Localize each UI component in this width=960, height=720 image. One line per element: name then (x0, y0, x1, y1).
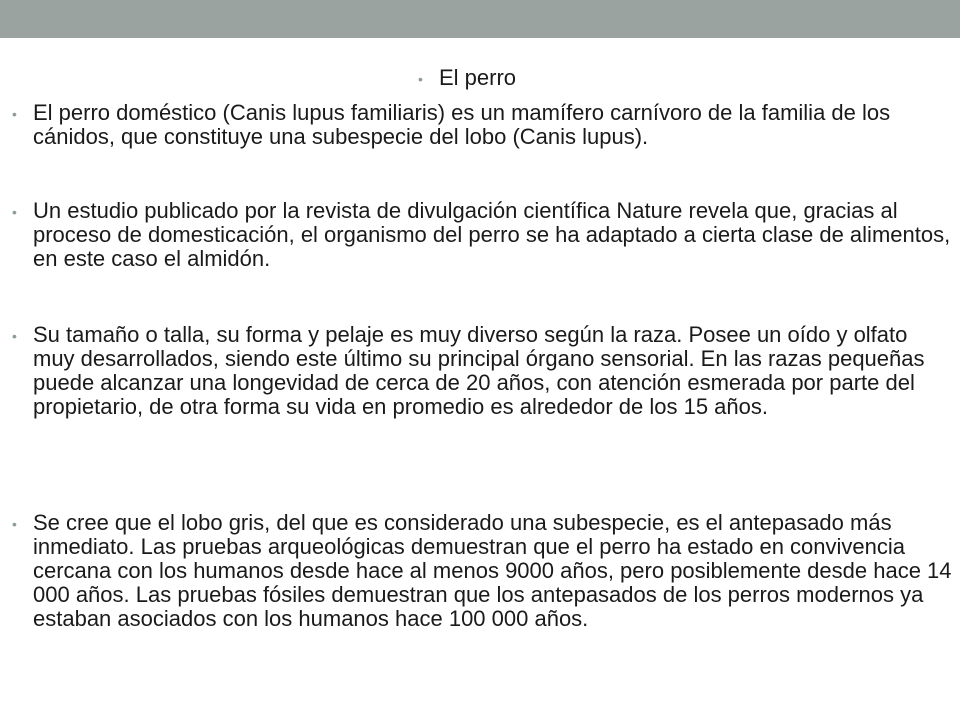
bullet-icon: • (12, 516, 17, 532)
paragraph-text: Su tamaño o talla, su forma y pelaje es muy diverso según la raza. Posee un oído y olfato muy desarrollados, siendo este último su principal órgano sensorial. En las razas pequeñas puede alcanzar una longevidad de cerca de 20 años, con atención esmerada por parte del propietario, de otra forma su vida en promedio es alrededor de los 15 años. (33, 322, 925, 419)
slide-title (418, 66, 618, 90)
paragraph-text: Se cree que el lobo gris, del que es considerado una subespecie, es el antepasado más inmediato. Las pruebas arqueológicas demuestran que el perro ha estado en convivencia cercana con los humanos desde hace al menos 9000 años, pero posiblemente desde hace 14 000 años. Las pruebas fósiles demuestran que los antepasados de los perros modernos ya estaban asociados con los humanos hace 100 000 años. (33, 510, 952, 631)
bullet-icon: • (418, 71, 423, 87)
paragraph-text: Un estudio publicado por la revista de divulgación científica Nature revela que, gracias al proceso de domesticación, el organismo del perro se ha adaptado a cierta clase de alimentos, en este caso el almidón. (33, 198, 951, 271)
bullet-icon: • (12, 328, 17, 344)
title-text: El perro (439, 65, 517, 90)
paragraph-3 (12, 323, 952, 419)
bullet-icon: • (12, 106, 17, 122)
paragraph-2 (12, 199, 952, 271)
bullet-icon: • (12, 204, 17, 220)
paragraph-4 (12, 511, 952, 631)
paragraph-text: El perro doméstico (Canis lupus familiaris) es un mamífero carnívoro de la familia de los cánidos, que constituye una subespecie del lobo (Canis lupus). (33, 100, 891, 149)
paragraph-1 (12, 101, 952, 149)
